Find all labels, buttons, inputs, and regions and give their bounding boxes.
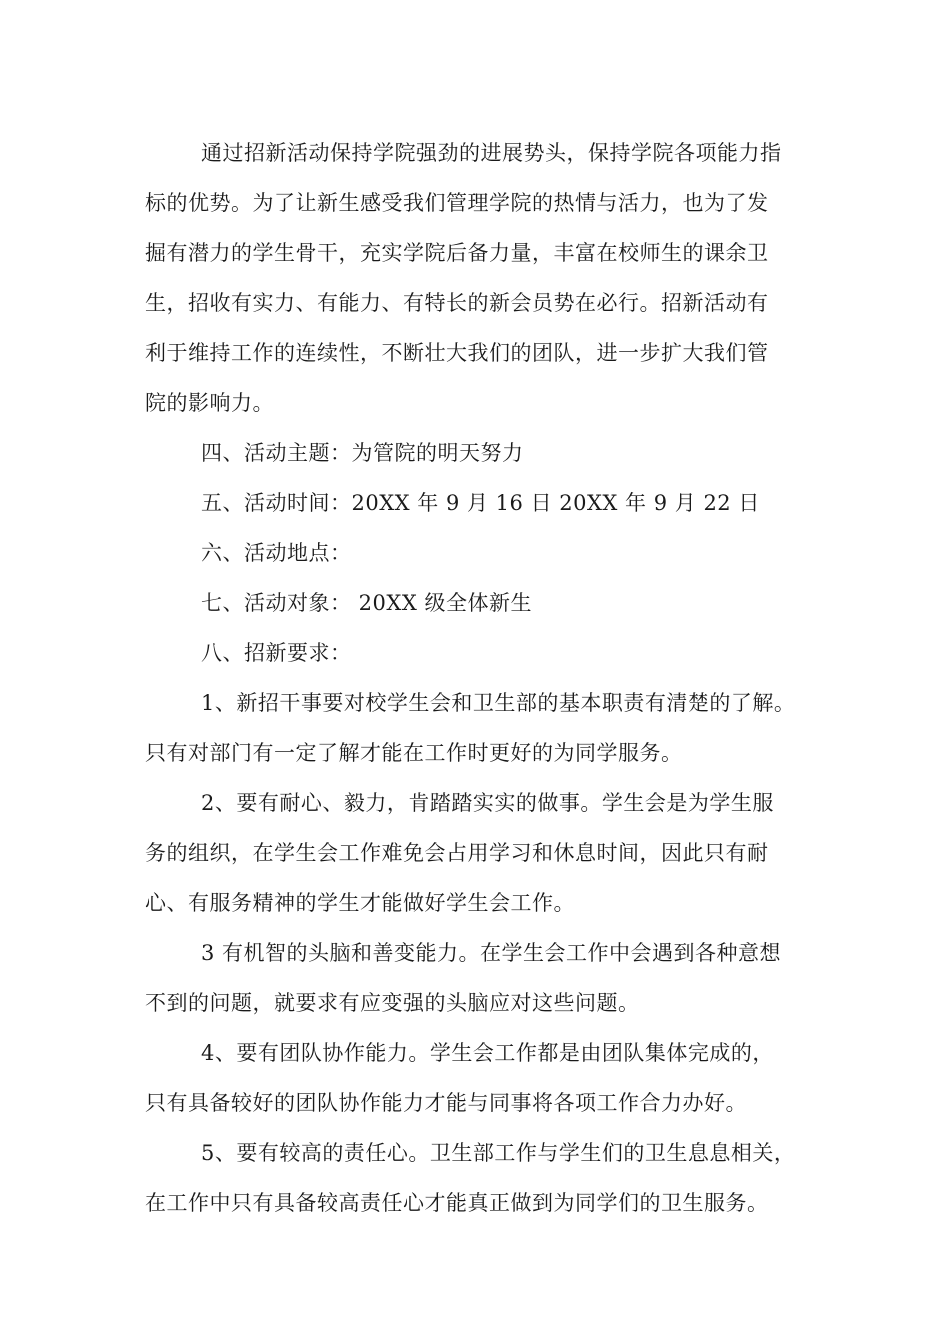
text-line: 1、新招干事要对校学生会和卫生部的基本职责有清楚的了解。	[201, 691, 796, 715]
text-line: 标的优势。为了让新生感受我们管理学院的热情与活力，也为了发	[145, 191, 769, 215]
text-line: 只有具备较好的团队协作能力才能与同事将各项工作合力办好。	[145, 1091, 747, 1115]
text-line: 七、活动对象： 20XX 级全体新生	[201, 591, 532, 615]
text-line: 六、活动地点：	[201, 541, 352, 565]
paragraph	[145, 678, 825, 778]
text-line: 生，招收有实力、有能力、有特长的新会员势在必行。招新活动有	[145, 291, 769, 315]
paragraph	[145, 128, 825, 428]
text-line: 院的影响力。	[145, 391, 274, 415]
text-line: 利于维持工作的连续性，不断壮大我们的团队，进一步扩大我们管	[145, 341, 769, 365]
paragraph	[145, 478, 825, 528]
text-line: 掘有潜力的学生骨干，充实学院后备力量，丰富在校师生的课余卫	[145, 241, 769, 265]
text-line: 务的组织，在学生会工作难免会占用学习和休息时间，因此只有耐	[145, 841, 769, 865]
text-line: 2、要有耐心、毅力，肯踏踏实实的做事。学生会是为学生服	[201, 791, 774, 815]
text-line: 通过招新活动保持学院强劲的进展势头，保持学院各项能力指	[201, 141, 782, 165]
paragraph	[145, 428, 825, 478]
text-line: 五、活动时间：20XX 年 9 月 16 日 20XX 年 9 月 22 日	[201, 491, 760, 515]
text-line: 不到的问题，就要求有应变强的头脑应对这些问题。	[145, 991, 640, 1015]
text-line: 5、要有较高的责任心。卫生部工作与学生们的卫生息息相关，	[201, 1141, 796, 1165]
paragraph	[145, 1128, 825, 1228]
text-line: 在工作中只有具备较高责任心才能真正做到为同学们的卫生服务。	[145, 1191, 769, 1215]
paragraph	[145, 578, 825, 628]
text-line: 心、有服务精神的学生才能做好学生会工作。	[145, 891, 575, 915]
paragraph	[145, 628, 825, 678]
text-line: 只有对部门有一定了解才能在工作时更好的为同学服务。	[145, 741, 683, 765]
document-body	[145, 128, 825, 1228]
paragraph	[145, 1028, 825, 1128]
text-line: 4、要有团队协作能力。学生会工作都是由团队集体完成的，	[201, 1041, 774, 1065]
text-line: 3 有机智的头脑和善变能力。在学生会工作中会遇到各种意想	[201, 941, 782, 965]
paragraph	[145, 528, 825, 578]
text-line: 四、活动主题：为管院的明天努力	[201, 441, 524, 465]
text-line: 八、招新要求：	[201, 641, 352, 665]
paragraph	[145, 928, 825, 1028]
paragraph	[145, 778, 825, 928]
